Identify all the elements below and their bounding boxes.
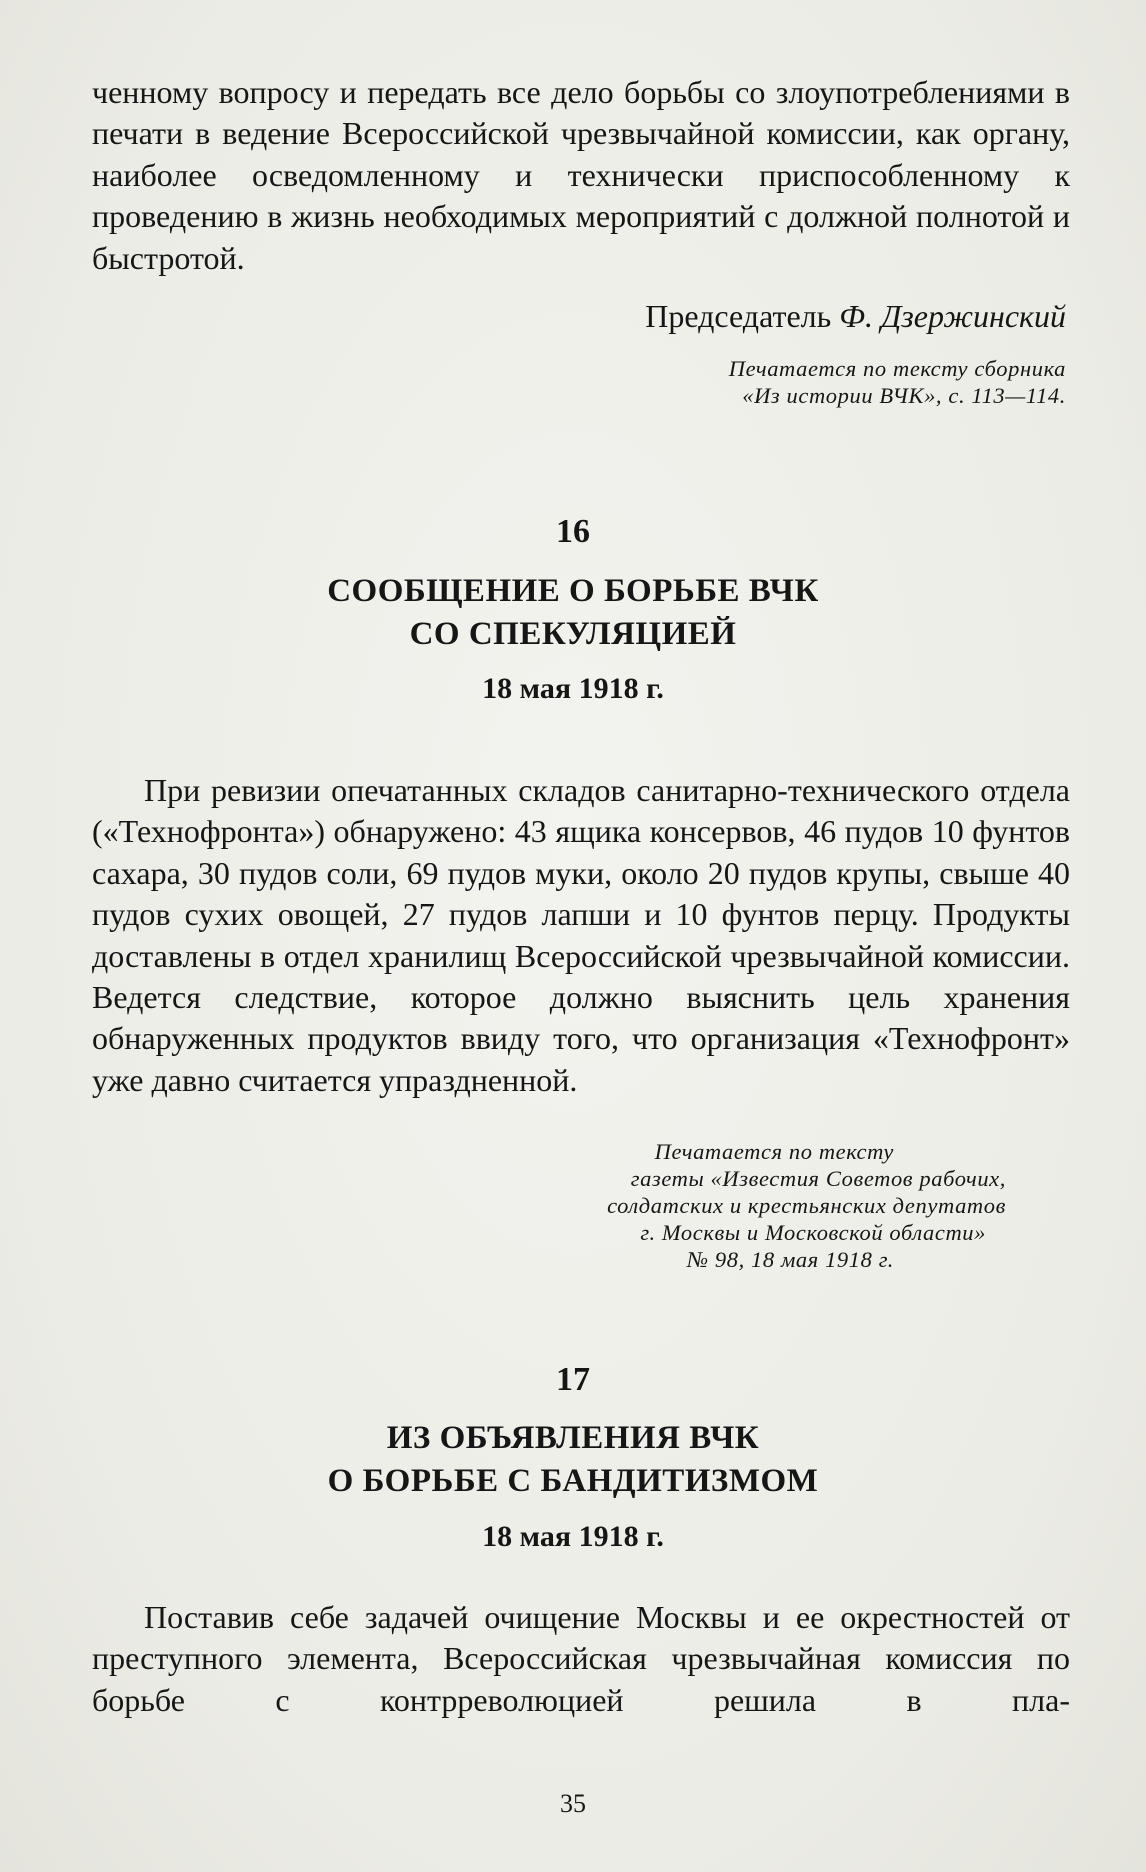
source-note-16-line-4: г. Москвы и Московской области»	[640, 1220, 986, 1245]
signature-role: Председатель	[645, 298, 832, 334]
signature	[645, 296, 1066, 336]
doc-16-title-line-1: СООБЩЕНИЕ О БОРЬБЕ ВЧК	[327, 573, 819, 609]
source-note-prev-line-1: Печатается по тексту сборника	[728, 356, 1066, 381]
doc-16-title	[0, 570, 1146, 656]
source-note-prev	[729, 355, 1066, 409]
doc-16-text-block	[92, 770, 1070, 1101]
doc-17-date: 18 мая 1918 г.	[482, 1520, 664, 1553]
source-note-16-line-3: солдатских и крестьянских депутатов	[607, 1193, 1006, 1218]
doc-16-title-line-2: СО СПЕКУЛЯЦИЕЙ	[409, 616, 737, 652]
doc-17-text-block	[92, 1597, 1070, 1721]
doc-17-number: 17	[556, 1361, 590, 1398]
doc-16-paragraph: При ревизии опечатанных складов санитарно-технического отдела («Технофронта») обнаружено: 43 ящика консервов, 46 пудов 10 фунтов сахара, 30 пудов соли, 69 пудов муки, около 20 пудов крупы, свыше 40 пудов сухих овощей, 27 пудов лапши и 10 фунтов перцу. Продукты доставлены в отдел хранилищ Всероссийской чрезвычайной комиссии. Ведется следствие, которое должно выяснить цель хранения обнаруженных продуктов ввиду того, что организация «Технофронт» уже давно считается упраздненной.	[92, 772, 1070, 1098]
doc-16-date: 18 мая 1918 г.	[482, 672, 664, 705]
source-note-16	[607, 1138, 1006, 1273]
doc-16-number: 16	[556, 513, 590, 550]
source-note-16-line-2: газеты «Известия Советов рабочих,	[630, 1166, 1006, 1191]
continuation-paragraph: ченному вопросу и передать все дело борьбы со злоупотреблениями в печати в ведение Всероссийской чрезвычайной комиссии, как органу, наиболее осведомленному и технически приспособленному к проведению в жизнь необходимых мероприятий с должной полнотой и быстротой.	[92, 74, 1070, 276]
doc-17-title-line-2: О БОРЬБЕ С БАНДИТИЗМОМ	[327, 1463, 819, 1499]
source-note-16-line-5: № 98, 18 мая 1918 г.	[686, 1247, 894, 1272]
source-note-prev-line-2: «Из истории ВЧК», с. 113—114.	[742, 383, 1066, 408]
doc-17-title-line-1: ИЗ ОБЪЯВЛЕНИЯ ВЧК	[386, 1420, 760, 1456]
doc-17-paragraph: Поставив себе задачей очищение Москвы и ее окрестностей от преступного элемента, Всероссийская чрезвычайная комиссия по борьбе с контрреволюцией решила в пла-	[92, 1599, 1070, 1718]
doc-17-title	[0, 1417, 1146, 1503]
source-note-16-line-1: Печатается по тексту	[654, 1139, 894, 1164]
continuation-text-block	[92, 72, 1070, 279]
signature-name: Ф. Дзержинский	[839, 298, 1066, 334]
page-number: 35	[560, 1789, 586, 1818]
